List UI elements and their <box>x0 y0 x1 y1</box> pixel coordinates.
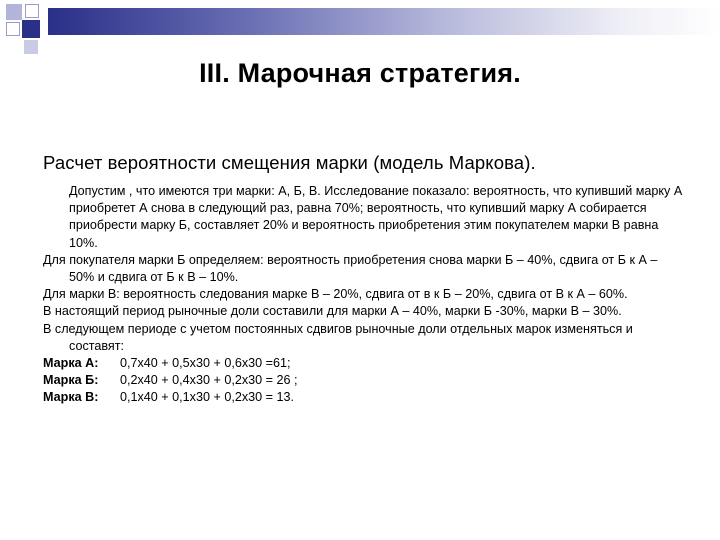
formula-expression: 0,1х40 + 0,1х30 + 0,2х30 = 13. <box>120 390 295 405</box>
formula-row <box>43 389 683 406</box>
slide-body <box>43 183 683 407</box>
formula-label: Марка В: <box>43 390 99 405</box>
formula-label: Марка А: <box>43 356 99 371</box>
formula-expression: 0,7х40 + 0,5х30 + 0,6х30 =61; <box>120 356 291 371</box>
paragraph: В следующем периоде с учетом постоянных сдвигов рыночные доли отдельных марок изменяться и составят: <box>43 321 633 353</box>
paragraph: В настоящий период рыночные доли составили для марки А – 40%, марки Б -30%, марки В – 30%. <box>43 304 622 319</box>
decor-square <box>24 40 38 54</box>
slide-subheading: Расчет вероятности смещения марки (модель Маркова). <box>43 152 536 173</box>
decor-square <box>6 4 22 20</box>
formula-label: Марка Б: <box>43 373 99 388</box>
decor-square <box>6 22 20 36</box>
paragraph: Для марки В: вероятность следования марке В – 20%, сдвига от в к Б – 20%, сдвига от В к А – 60%. <box>43 287 628 302</box>
paragraph: Допустим , что имеются три марки: А, Б, В. Исследование показало: вероятность, что купивший марку А приобретет А снова в следующий раз, равна 70%; вероятность, что купивший марку А собирается приобрести марку Б, составляет 20% и вероятность приобретения этим покупателем марки В равна 10%. <box>69 184 683 250</box>
decor-square <box>22 20 40 38</box>
decor-square <box>25 4 39 18</box>
slide-title: III. Марочная стратегия. <box>199 58 521 88</box>
header-gradient-bar <box>48 8 720 35</box>
paragraph: Для покупателя марки Б определяем: вероятность приобретения снова марки Б – 40%, сдвига от Б к А – 50% и сдвига от Б к В – 10%. <box>43 252 658 285</box>
formula-row <box>43 372 683 389</box>
formula-row <box>43 355 683 372</box>
formula-expression: 0,2х40 + 0,4х30 + 0,2х30 = 26 ; <box>120 373 298 388</box>
